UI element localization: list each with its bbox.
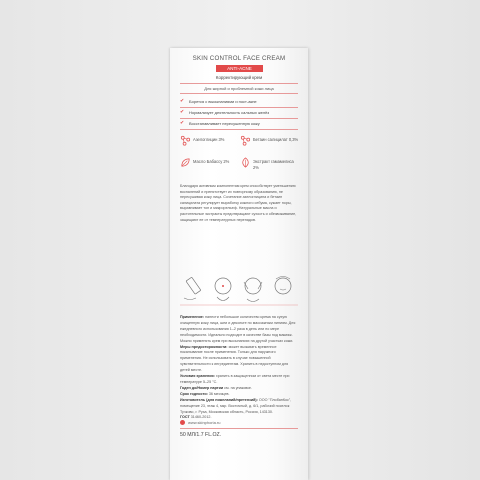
product-description: Для жирной и проблемной кожи лица	[204, 86, 274, 91]
ingredient-item: Экстракт гамамелиса 2%	[240, 157, 300, 179]
anti-acne-tag: ANTI-ACNE	[216, 65, 263, 72]
usage-line: Годен до/Номер партии см. на упаковке.	[180, 385, 252, 390]
usage-pictograms	[180, 270, 298, 306]
usage-line: Применение: нанести небольшое количество крема на сухую очищенную кожу лица, шеи и декольте по массажным линиям. Для ежедневного использования 1–2 раза в день или по мере необходимости. Идеально подходит в качестве базы под макияж. Можно применять крем при высыпаниях на другой участках кожи.	[180, 315, 296, 343]
brand-dot-icon	[180, 420, 185, 425]
face-result-icon	[275, 277, 291, 295]
molecule-icon	[240, 135, 251, 146]
benefit-item: ✔ Нормализует деятельность сальных желёз	[180, 109, 270, 115]
usage-line: ГОСТ 31460-2012.	[180, 415, 212, 420]
face-massage-icon	[244, 278, 262, 302]
face-apply-icon	[215, 278, 231, 301]
divider	[180, 83, 298, 84]
about-paragraph: Благодаря активным компонентам крем способствует уменьшению воспалений и препятствует их повторному образованию, не пересушивая кожу лица. Сочетание азелоглицина и бетаин салицилата регулирует выработку кожного себума, сужает поры, выравнивает тон и микрорельеф. Натуральные масла и растительные экстракты предотвращают сухость и обезвоживание, защищают ее от температурных перепадов.	[180, 184, 297, 222]
cream-box-side-panel	[170, 48, 308, 480]
usage-line: Изготовитель (для пожеланий/претензий): ООО "ПлобанКос", помещение 23, этаж 4, мкр. Восточный, д. 6/1, рабочий поселок Тучково, г. Руза, Московская область, Россия, 143130.	[180, 397, 292, 414]
volume-label: 50 МЛ/1.7 FL.OZ.	[180, 432, 222, 438]
divider	[180, 428, 298, 429]
check-icon: ✔	[180, 109, 185, 115]
usage-instructions	[180, 315, 298, 421]
website-link: www.skinphoria.ru	[180, 420, 220, 425]
benefit-item: ✔ Борется с высыпаниями и пост-акне	[180, 98, 257, 104]
molecule-icon	[180, 135, 191, 146]
tube-icon	[184, 277, 201, 299]
ingredient-item: Азелоглицин 3%	[180, 135, 240, 157]
ingredient-item: Масло Бабассу 2%	[180, 157, 240, 179]
ingredient-item: Бетаин салицилат 0,3%	[240, 135, 300, 157]
divider	[180, 118, 298, 119]
leaf-icon	[240, 157, 251, 168]
usage-line: Меры предосторожности: может вызывать временное покалывание после применения. Только для наружного применения. Не использовать в случае повышенной чувствительности к ингредиентам. Хранить в недоступном для детей месте.	[180, 344, 289, 373]
divider	[180, 93, 298, 94]
divider	[180, 129, 298, 130]
check-icon: ✔	[180, 120, 185, 126]
product-title: SKIN CONTROL FACE CREAM	[192, 55, 286, 62]
benefit-item: ✔ Восстанавливает пересушенную кожу	[180, 120, 260, 126]
leaf-icon	[180, 157, 191, 168]
usage-line: Условия хранения: хранить в защищенном от света месте при температуре 5–25 °С.	[180, 374, 290, 384]
check-icon: ✔	[180, 98, 185, 104]
product-subtitle: Корректирующий крем	[215, 75, 263, 80]
usage-line: Срок годности: 36 месяцев.	[180, 391, 230, 396]
divider	[180, 107, 298, 108]
